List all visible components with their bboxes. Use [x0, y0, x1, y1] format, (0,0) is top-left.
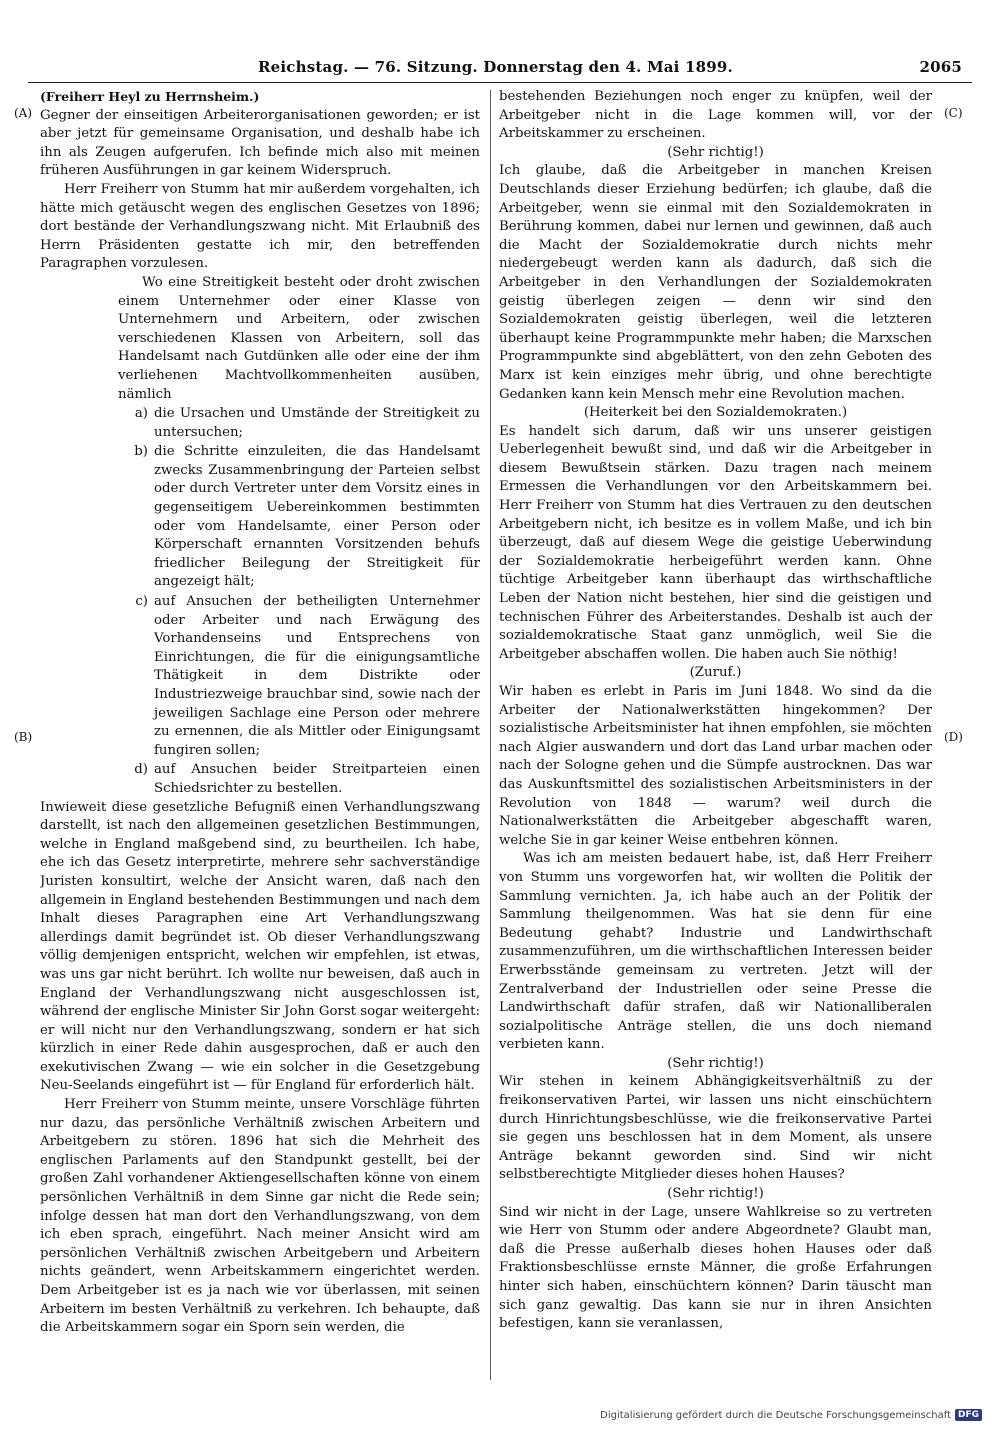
page-header [28, 58, 972, 78]
right-column [499, 88, 932, 1380]
item-text: die Schritte einzuleiten, die das Handelsamt zwecks Zusammenbringung der Parteien selbst oder durch Vertreter unter dem Vorsitz eines in gegenseitigem Uebereinkommen bestimmten oder vom Handelsamte, einer Person oder Körperschaft ernannten Vorsitzenden behufs friedlicher Beilegung der Streitigkeit für angezeigt hält; [154, 444, 480, 590]
list-item [118, 443, 480, 592]
paragraph: Wir haben es erlebt in Paris im Juni 1848. Wo sind da die Arbeiter der Nationalwerkstätten hingekommen? Der sozialistische Arbeitsminister hat ihnen empfohlen, sie möchten nach Algier auswandern und dort das Land urbar machen oder nach der Sologne gehen und die Sümpfe austrocknen. Das war das Auskunftsmittel des sozialistischen Arbeitsministers in der Revolution von 1848 — warum? weil durch die Nationalwerkstätten die Arbeitgeber abgeschafft waren, welche Sie in gar keiner Weise entbehren können. [499, 684, 932, 848]
interjection: (Sehr richtig!) [667, 1186, 764, 1202]
speaker-label: (Freiherr Heyl zu Herrnsheim.) [40, 89, 260, 104]
item-text: auf Ansuchen beider Streitparteien einen Schiedsrichter zu bestellen. [154, 762, 480, 796]
quoted-statute [118, 274, 480, 799]
column-divider [490, 90, 491, 1380]
quote-intro: Wo eine Streitigkeit besteht oder droht zwischen einem Unternehmer oder einer Klasse von Unternehmern und Arbeitern, oder zwischen verschiedenen Klassen von Arbeitern, soll das Handelsamt nach Gutdünken alle oder eine der ihm verliehenen Machtvollkommenheiten ausüben, nämlich [118, 274, 480, 402]
list-item [118, 761, 480, 798]
paragraph: Herr Freiherr von Stumm hat mir außerdem vorgehalten, ich hätte mich getäuscht wegen des englischen Gesetzes von 1896; dort bestände der Verhandlungszwang nicht. Mit Erlaubniß des Herrn Präsidenten gestatte ich mir, den betreffenden Paragraphen vorzulesen. [40, 181, 480, 272]
margin-mark-a: (A) [14, 106, 33, 120]
paragraph: Herr Freiherr von Stumm meinte, unsere Vorschläge führten nur dazu, das persönliche Verhältniß zwischen Arbeitern und Arbeitgebern zu stören. 1896 hat sich die Mehrheit des englischen Parlaments auf den Standpunkt gestellt, bei der großen Zahl vorhandener Aktiengesellschaften könne von einem persönlichen Verhältniß in dem Sinne gar nicht die Rede sein; infolge dessen hat man dort den Verhandlungszwang, von dem ich eben sprach, eingeführt. Nach meiner Ansicht wird am persönlichen Verhältniß zwischen Arbeitgebern und Arbeitern nichts geändert, wenn Arbeitskammern eingerichtet werden. Dem Arbeitgeber ist es ja nach wie vor überlassen, mit seinen Arbeitern im besten Verhältniß zu verkehren. Ich behaupte, daß die Arbeitskammern sogar ein Sporn sein werden, die [40, 1097, 480, 1336]
item-label: b) [134, 444, 148, 460]
item-text: die Ursachen und Umstände der Streitigkeit zu untersuchen; [154, 406, 480, 440]
paragraph: Ich glaube, daß die Arbeitgeber in manchen Kreisen Deutschlands dieser Erziehung bedürfen; ich glaube, daß die Arbeitgeber, wenn sie einmal mit den Sozialdemokraten in Berührung kommen, dabei nur lernen und gewinnen, daß auch die Macht der Sozialdemokratie durch nichts mehr niedergebeugt werden kann als dadurch, daß sich die Arbeitgeber in den Verhandlungen der Sozialdemokraten geistig überlegen zeigen — denn wir sind den Sozialdemokraten geistig überlegen, weil die letzteren überhaupt keine Programmpunkte mehr haben; die Marxschen Programmpunkte sind abgeblättert, von den zehn Geboten des Marx ist kein einziges mehr übrig, und ohne berechtigte Gedanken kann kein Mensch mehr eine Revolution machen. [499, 163, 932, 402]
margin-mark-c: (C) [944, 106, 963, 120]
interjection: (Heiterkeit bei den Sozialdemokraten.) [583, 405, 848, 421]
list-item [118, 593, 480, 760]
paragraph: Es handelt sich darum, daß wir uns unserer geistigen Ueberlegenheit bewußt sind, und daß wir die Arbeitgeber in diesem Bewußtsein stärken. Dazu tragen nach meinem Ermessen die Verhandlungen vor den Arbeitskammern bei. Herr Freiherr von Stumm hat dies Vertrauen zu den deutschen Arbeitgebern nicht, ich besitze es in vollem Maße, und ich bin überzeugt, daß auf diesem Wege die geistige Ueberwindung der Sozialdemokratie herbeigeführt werden kann. Ohne tüchtige Arbeitgeber kann überhaupt das wirthschaftliche Leben der Nation nicht bestehen, hier sind die geistigen und technischen Führer des Arbeiterstandes. Deshalb ist auch der sozialdemokratische Staat ganz unmöglich, weil Sie die Arbeitgeber abschaffen wollen. Die haben auch Sie nöthig! [499, 423, 932, 662]
paragraph: Inwieweit diese gesetzliche Befugniß einen Verhandlungszwang darstellt, ist nach den allgemeinen gesetzlichen Bestimmungen, welche in England maßgebend sind, zu beurtheilen. Ich habe, ehe ich das Gesetz interpretirte, mehrere sehr sachverständige Juristen konsultirt, welche der Ansicht waren, daß nach den allgemein in England bestehenden Bestimmungen und nach dem Inhalt dieses Paragraphen eine Art Verhandlungszwang allerdings damit begründet ist. Ob dieser Verhandlungszwang völlig demjenigen entspricht, welchen wir empfehlen, ist etwas, was uns gar nicht berührt. Ich wollte nur beweisen, daß auch in England der Verhandlungszwang nicht ausgeschlossen ist, während der englische Minister Sir John Gorst sogar weitergeht: er will nicht nur den Verhandlungszwang, sondern er hat sich kürzlich in einer Rede dahin ausgesprochen, daß er auch den exekutivischen Zwang — wie ein solcher in die Gesetzgebung Neu-Seelands eingeführt ist — für England für erforderlich hält. [40, 799, 480, 1094]
paragraph: Sind wir nicht in der Lage, unsere Wahlkreise so zu vertreten wie Herr von Stumm oder andere Abgeordnete? Glaubt man, daß die Presse außerhalb dieses hohen Hauses oder daß Fraktionsbeschlüsse ernste Männer, die große Erfahrungen hinter sich haben, einschüchtern können? Darin täuscht man sich ganz gewaltig. Das kann sie nur in ihren Ansichten befestigen, kann sie veranlassen, [499, 1204, 932, 1332]
list-item [118, 405, 480, 442]
paragraph: Was ich am meisten bedauert habe, ist, daß Herr Freiherr von Stumm uns vorgeworfen hat, wir wollten die Politik der Sammlung vernichten. Ja, ich habe auch an der Politik der Sammlung theilgenommen. Was hat sie denn für eine Bedeutung gehabt? Industrie und Landwirthschaft zusammenzuführen, um die wirthschaftlichen Interessen beider Erwerbsstände gemeinsam zu vertreten. Jetzt will der Zentralverband der Industriellen oder seine Presse die Landwirthschaft dafür strafen, daß wir Nationalliberalen sozialpolitische Anträge stellen, die uns doch niemand verbieten kann. [499, 851, 932, 1053]
header-rule [28, 82, 972, 83]
item-label: a) [134, 406, 148, 422]
left-column [40, 88, 480, 1380]
interjection: (Sehr richtig!) [667, 144, 764, 160]
margin-mark-d: (D) [944, 730, 963, 744]
item-label: d) [134, 762, 148, 778]
running-title: Reichstag. — 76. Sitzung. Donnerstag den 4. Mai 1899. [258, 58, 733, 76]
interjection: (Zuruf.) [689, 665, 742, 681]
interjection: (Sehr richtig!) [667, 1055, 764, 1071]
footer-text: Digitalisierung gefördert durch die Deutsche Forschungsgemeinschaft [600, 1409, 951, 1421]
item-text: auf Ansuchen der betheiligten Unternehmer oder Arbeiter und nach Erwägung des Vorhandenseins und Entsprechens von Einrichtungen, die für die einigungsamtliche Thätigkeit in dem Distrikte oder Industriezweige brauchbar sind, sowie nach der jeweiligen Sachlage eine Person oder mehrere zu ernennen, die als Mittler oder Einigungsamt fungiren sollen; [154, 594, 480, 758]
item-label: c) [135, 594, 148, 610]
margin-mark-b: (B) [14, 730, 33, 744]
page-number: 2065 [919, 58, 962, 76]
paragraph: Wir stehen in keinem Abhängigkeitsverhältniß zu der freikonservativen Partei, wir lassen uns nicht einschüchtern durch Hinrichtungsbeschlüsse, wie die freikonservative Partei sie gegen uns beschlossen hat in dem Moment, als unsere Anträge bekannt geworden sind. Sind wir nicht selbstberechtigte Mitglieder dieses hohen Hauses? [499, 1074, 932, 1183]
dfg-logo: DFG [955, 1409, 982, 1421]
funding-footer [600, 1408, 982, 1422]
paragraph: Gegner der einseitigen Arbeiterorganisationen geworden; er ist aber jetzt für gemeinsame Organisation, und deshalb habe ich ihn als Zeugen aufgerufen. Ich befinde mich also mit meinen früheren Ausführungen in gar keinem Widerspruch. [40, 107, 480, 179]
paragraph: bestehenden Beziehungen noch enger zu knüpfen, weil der Arbeitgeber nicht in die Lage kommen will, vor der Arbeitskammer zu erscheinen. [499, 89, 932, 142]
